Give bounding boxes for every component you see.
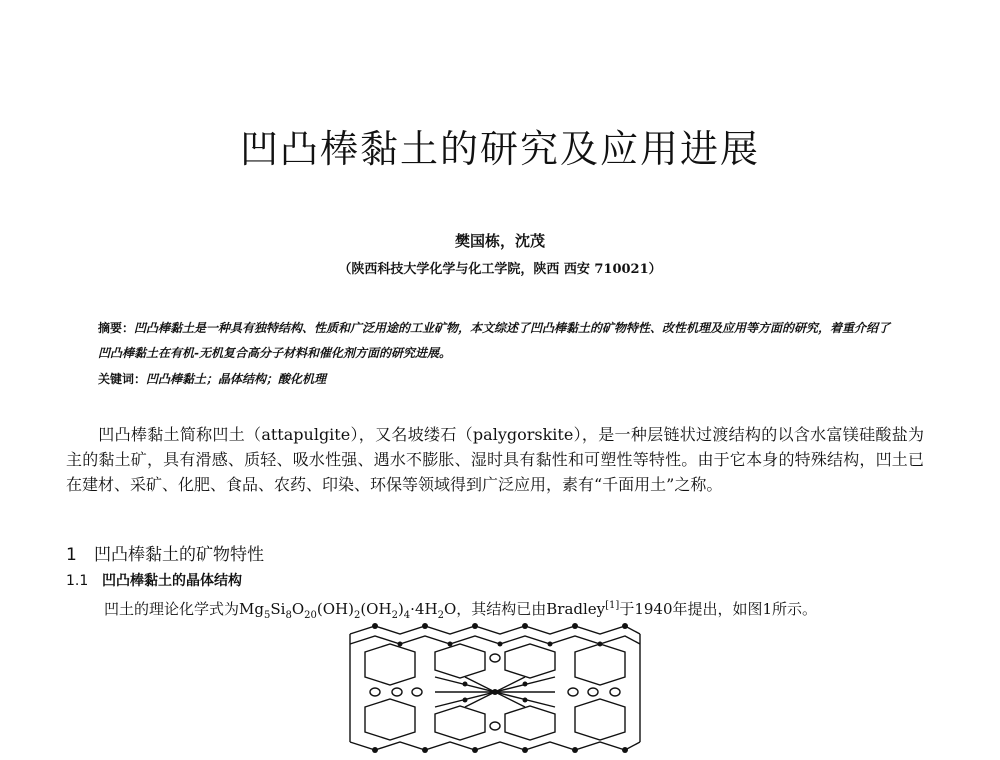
subsection-heading-1-1 xyxy=(66,570,242,590)
citation-ref: [1] xyxy=(605,600,620,611)
intro-paragraph-block xyxy=(66,422,924,497)
section-title: 凹凸棒黏土的矿物特性 xyxy=(94,545,264,565)
abstract xyxy=(98,316,898,366)
formula-sentence xyxy=(104,598,817,621)
section-number: 1 xyxy=(66,545,77,565)
subsection-number: 1.1 xyxy=(66,573,89,589)
subsection-title: 凹凸棒黏土的晶体结构 xyxy=(102,573,242,589)
keywords xyxy=(98,370,898,387)
intro-paragraph: 凹凸棒黏土简称凹土（attapulgite），又名坡缕石（palygorskite），是一种层链状过渡结构的以含水富镁硅酸盐为主的黏土矿，具有滑感、质轻、吸水性强、遇水不膨胀、湿时具有黏性和可塑性等特性。由于它本身的特殊结构，凹土已在建材、采矿、化肥、食品、农药、印染、环保等领域得到广泛应用，素有“千面用土”之称。 xyxy=(66,425,924,494)
formula-prefix: 凹土的理论化学式为 xyxy=(104,600,240,618)
crystal-structure-figure xyxy=(345,622,645,760)
abstract-text: 凹凸棒黏土是一种具有独特结构、性质和广泛用途的工业矿物，本文综述了凹凸棒黏土的矿物特性、改性机理及应用等方面的研究，着重介绍了凹凸棒黏土在有机-无机复合高分子材料和催化剂方面的研究进展。 xyxy=(98,321,891,360)
chemical-formula: $Mg_5Si_8O_{20}(OH)_2(OH_2)_4\cdot 4H_2O$ xyxy=(239,600,457,621)
paper-title: 凹凸棒黏土的研究及应用进展 xyxy=(239,127,760,171)
section-heading-1 xyxy=(66,540,264,565)
keywords-label: 关键词： xyxy=(98,372,147,386)
formula-suffix: 于1940年提出，如图1所示。 xyxy=(619,600,818,618)
keywords-text: 凹凸棒黏土；晶体结构；酸化机理 xyxy=(146,372,327,386)
formula-middle: ，其结构已由Bradley xyxy=(456,600,606,618)
affiliation: （陕西科技大学化学与化工学院，陕西 西安 710021） xyxy=(338,262,662,277)
authors: 樊国栋，沈茂 xyxy=(454,232,545,250)
abstract-label: 摘要： xyxy=(98,321,135,335)
